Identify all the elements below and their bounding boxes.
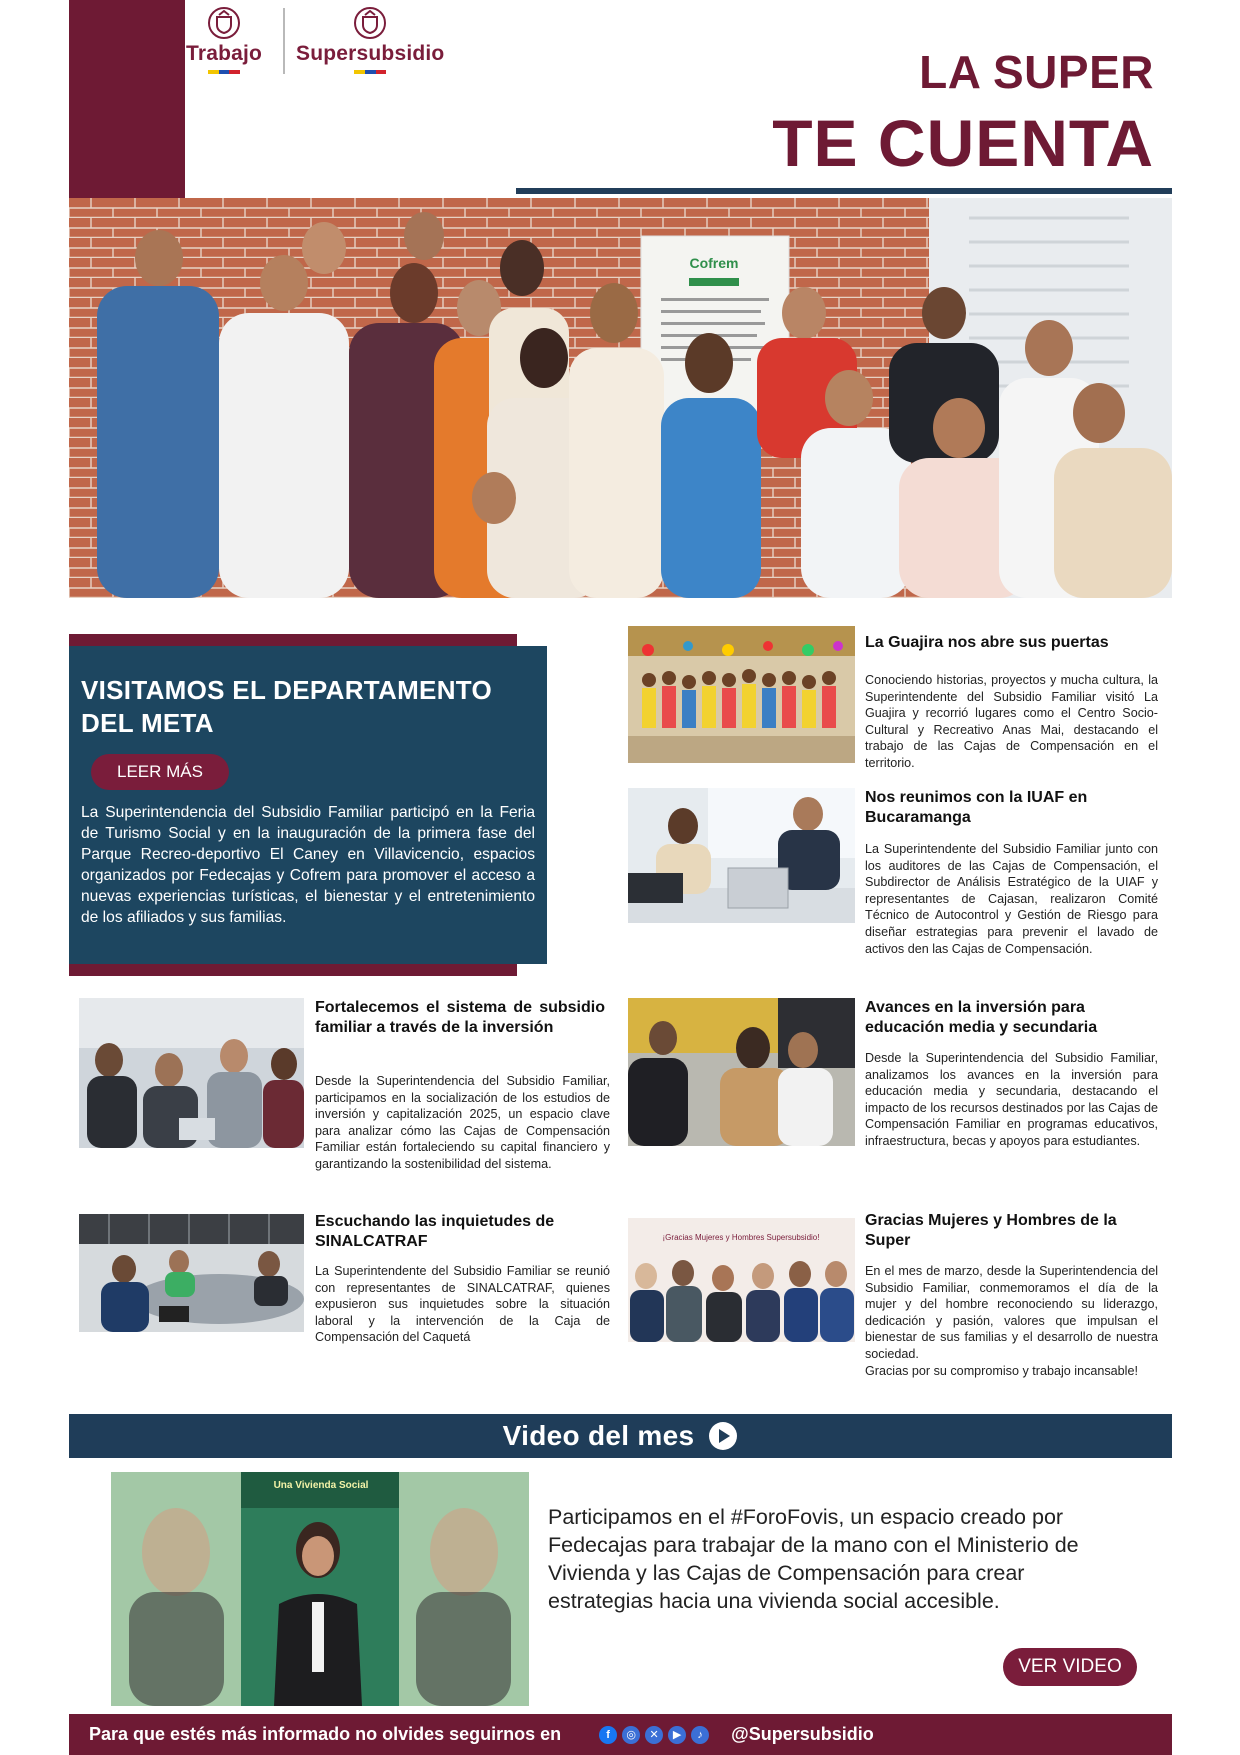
- title-rule: [516, 188, 1172, 194]
- article-body-mujeres: [865, 1263, 1158, 1379]
- article-photo-mujeres: [628, 1218, 855, 1342]
- feature-title-line1: VISITAMOS EL DEPARTAMENTO: [81, 675, 493, 705]
- article-title-iuaf: Nos reunimos con la IUAF en Bucaramanga: [865, 789, 1088, 826]
- facebook-icon[interactable]: f: [599, 1726, 617, 1744]
- article-title-sinalcatraf: Escuchando las inquietudes de SINALCATRAF: [315, 1213, 555, 1250]
- video-thumbnail[interactable]: [111, 1472, 529, 1706]
- flag-stripe: [208, 70, 240, 74]
- logo-supersubsidio-text: Supersubsidio: [296, 42, 445, 65]
- social-icons: [599, 1726, 709, 1744]
- watch-video-button[interactable]: VER VIDEO: [1003, 1648, 1137, 1686]
- article-body-mujeres-text: En el mes de marzo, desde la Superintendencia del Subsidio Familiar, conmemoramos el día de la mujer y del hombre reconociendo su liderazgo, dedicación y pasión, valores que impulsan el bienestar de sus familias y el desarrollo de nuestra sociedad.: [865, 1264, 1158, 1361]
- article-photo-iuaf: [628, 788, 855, 923]
- social-handle[interactable]: @Supersubsidio: [731, 1724, 874, 1744]
- article-photo-guajira: [628, 626, 855, 763]
- feature-box: [69, 646, 547, 964]
- article-body-educacion: Desde la Superintendencia del Subsidio Familiar, analizamos los avances en la inversión para educación media y secundaria, destacando el impacto de los recursos destinados por las Cajas de Compensación Familiar en programas educativos, infraestructura, becas y apoyos para estudiantes.: [865, 1051, 1158, 1148]
- article-title-educacion: Avances en la inversión para educación media y secundaria: [865, 999, 1098, 1036]
- coat-of-arms-icon: [353, 6, 387, 40]
- newsletter-title-line1: LA SUPER: [919, 46, 1154, 98]
- footer-bar: [69, 1714, 1172, 1755]
- hero-group-photo: [69, 198, 1172, 598]
- logo-trabajo[interactable]: [186, 6, 262, 74]
- feature-text: La Superintendencia del Subsidio Familiar participó en la Feria de Turismo Social y en la inauguración de la primera fase del Parque Recreo-deportivo El Caney en Villavicencio, espacios organizados por Fedecajas y Cofrem para promover el acceso a nuevas experiencias turísticas, el bienestar y el entretenimiento de los afiliados y sus familias.: [81, 804, 535, 926]
- video-thumb-caption: Una Vivienda Social: [273, 1480, 369, 1491]
- read-more-button[interactable]: LEER MÁS: [91, 754, 229, 790]
- logo-divider: [283, 8, 285, 74]
- video-description: Participamos en el #ForoFovis, un espacio creado por Fedecajas para trabajar de la mano con el Ministerio de Vivienda y las Cajas de Compensación para crear estrategias hacia una vivienda social accesible.: [548, 1505, 1079, 1613]
- play-icon[interactable]: [708, 1421, 738, 1451]
- feature-top-bar: [69, 634, 517, 646]
- article-photo-inversion: [79, 998, 304, 1148]
- logo-supersubsidio[interactable]: [296, 6, 444, 74]
- footer-text: Para que estés más informado no olvides seguirnos en: [89, 1724, 562, 1744]
- article-title-inversion: Fortalecemos el sistema de subsidio familiar a través de la inversión: [315, 999, 605, 1036]
- newsletter-title-line2: TE CUENTA: [772, 106, 1154, 180]
- article-body-mujeres-closing: Gracias por su compromiso y trabajo incansable!: [865, 1363, 1138, 1378]
- youtube-icon[interactable]: ▶: [668, 1726, 686, 1744]
- video-section-title: Video del mes: [502, 1420, 695, 1451]
- article-body-guajira: Conociendo historias, proyectos y mucha cultura, la Superintendente del Subsidio Familiar visitó La Guajira y recorrió lugares como el Centro Socio-Cultural y Recreativo Anas Mai, destacando el trabajo de las Cajas de Compensación en el territorio.: [865, 673, 1158, 770]
- x-icon[interactable]: ✕: [645, 1726, 663, 1744]
- article-title-guajira: La Guajira nos abre sus puertas: [865, 634, 1109, 651]
- article-photo-educacion: [628, 998, 855, 1146]
- article-body-inversion: Desde la Superintendencia del Subsidio Familiar, participamos en la socialización de los estudios de inversión y capitalización 2025, un espacio clave para analizar cómo las Cajas de Compensación Familiar están fortaleciendo su capital financiero y garantizando la sostenibilidad del sistema.: [315, 1074, 610, 1171]
- tiktok-icon[interactable]: ♪: [691, 1726, 709, 1744]
- hero-banner-logo: Cofrem: [689, 255, 739, 271]
- feature-bottom-bar: [69, 964, 517, 976]
- article-body-iuaf: La Superintendente del Subsidio Familiar junto con los auditores de las Cajas de Compensación, el Subdirector de Análisis Estratégico de la UIAF y representantes de Cajasan, realizaron Comité Técnico de Autocontrol y Gestión de Riesgo para diseñar estrategias para prevenir el lavado de activos den las Cajas de Compensación.: [865, 842, 1158, 956]
- logo-trabajo-text: Trabajo: [186, 42, 263, 65]
- feature-title-line2: DEL META: [81, 708, 214, 738]
- flag-stripe: [354, 70, 386, 74]
- coat-of-arms-icon: [207, 6, 241, 40]
- article-title-mujeres: Gracias Mujeres y Hombres de la Super: [865, 1212, 1117, 1249]
- feature-title: [81, 674, 535, 740]
- video-section-header: [69, 1414, 1172, 1458]
- mujeres-photo-caption: ¡Gracias Mujeres y Hombres Supersubsidio!: [662, 1233, 820, 1242]
- instagram-icon[interactable]: ◎: [622, 1726, 640, 1744]
- article-photo-sinalcatraf: [79, 1214, 304, 1332]
- article-body-sinalcatraf: La Superintendente del Subsidio Familiar se reunió con representantes de SINALCATRAF, quienes expusieron sus inquietudes sobre la situación laboral y la intervención de la Caja de Compensación del Caquetá: [315, 1264, 610, 1345]
